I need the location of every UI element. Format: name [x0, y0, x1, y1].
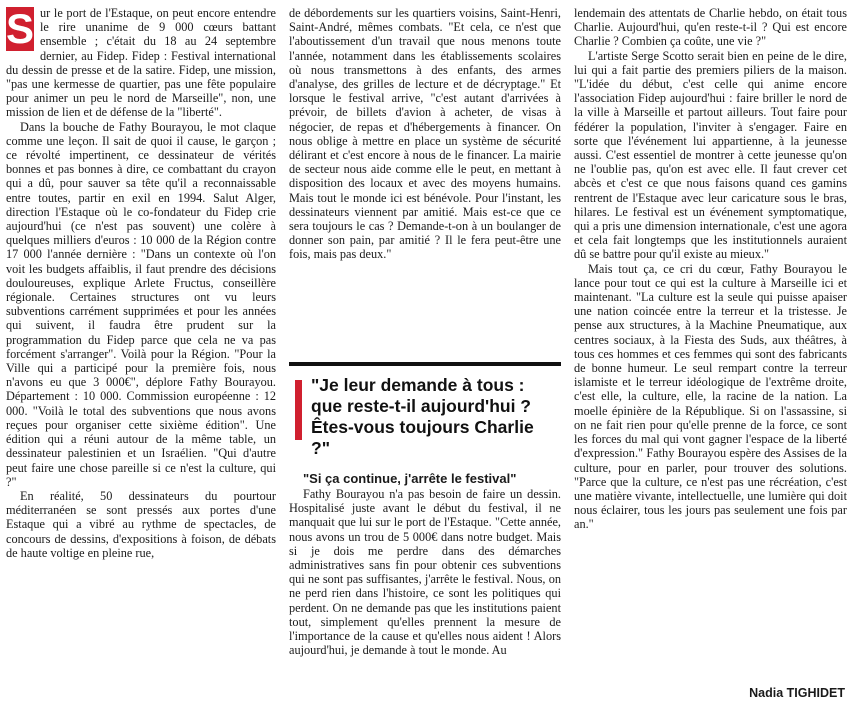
- article-column-2: [289, 6, 561, 262]
- quote-accent-bar: [295, 380, 302, 440]
- body-paragraph: Mais tout ça, ce cri du cœur, Fathy Bourayou le lance pour tout ce qui est la culture à Marseille ici et maintenant. "La culture est la seule qui puisse apaiser une nation coincée entre la terreur et la tristesse. Je pense aux structures, à la Machine Pneumatique, aux centres sociaux, à la Fiesta des Suds, aux théâtres, à tous ces hommes et ces femmes qui sont des fabricants de bonne humeur. Le seul rempart contre la terreur islamiste et le terreur idéologique de l'extrême droite, c'est elle, la culture, elle, la racine de la nation. La moelle épinière de la République. Si on l'assassine, si on ne fait rien pour qu'elle prenne de la force, ce sont les forces du mal qui vont gagner l'espace de la liberté d'expression." Fathy Bourayou espère des Assises de la culture, pour en parler, pour trouver des solutions. "Parce que la culture, ce n'est pas une récréation, c'est une matière vivante, intellectuelle, une lumière qui doit nous éclairer, tous les jours pas seulement une fois par an.": [574, 261, 847, 532]
- article-column-1: [6, 6, 276, 560]
- lead-text: ur le port de l'Estaque, on peut encore entendre le rire unanime de 9 000 cœurs battant ensemble ; c'était du 18 au 24 septembre dernier, au Fidep. Fidep : Festival international du dessin de presse et de la satire. Fidep, une mission, "pas une kermesse de quartier, pas une fête populaire pour animer un peu le nord de Marseille", non, une mission de lien et de défense de la "liberté".: [6, 6, 276, 120]
- article-column-2-continued: [289, 471, 561, 657]
- body-paragraph: En réalité, 50 dessinateurs du pourtour méditerranéen se sont pressés aux portes d'une Estaque qui a vibré au rythme de spectacles, de concours de dessins, d'expositions à foison, de débats de haute voltige en pleine rue,: [6, 488, 276, 560]
- lead-paragraph: [6, 6, 276, 120]
- author-signature: Nadia TIGHIDET: [749, 686, 845, 700]
- body-paragraph: L'artiste Serge Scotto serait bien en peine de le dire, lui qui a fait partie des premiers piliers de la maison. "L'idée du début, c'est celle qui anime encore l'association Fidep aujourd'hui : faire briller le nord de la ville à Marseille et partout ailleurs. Tout faire pour fédérer la population, l'inviter à s'engager. Faire en sorte que l'événement lui appartienne, à la jeunesse aussi. C'est essentiel de montrer à cette jeunesse qu'on ne l'oublie pas, qu'on est avec elle. Il faut crever cet abcès et c'est ce que nous faisons quand ces gamins rentrent de l'Estaque avec leur caricature sous le bras, hilares. Le festival est un événement symptomatique, qui a pris une dimension internationale, c'est une agora et cela fait longtemps que les institutionnels auraient dû se battre pour qu'il existe au mieux.": [574, 48, 847, 262]
- body-paragraph: Fathy Bourayou n'a pas besoin de faire un dessin. Hospitalisé juste avant le début du festival, il ne manquait que lui sur le port de l'Estaque. "Cette année, nous avons un trou de 5 000€ dans notre budget. Mais si je dois me perdre dans des démarches administratives sans fin pour obtenir ces subventions qui ne sont pas suffisantes, j'arrête le festival. Nous, on ne perd rien dans l'histoire, ce sont les politiques qui perdent. On ne demande pas que les institutions paient tout, simplement qu'elles prennent la mesure de l'importance de la cause et qu'elles nous aident ! Alors aujourd'hui, je demande à tout le monde. Au: [289, 487, 561, 658]
- pull-quote: [289, 362, 561, 469]
- drop-cap: S: [6, 5, 35, 52]
- body-paragraph: lendemain des attentats de Charlie hebdo, on était tous Charlie. Aujourd'hui, qu'en reste-t-il ? Qui est encore Charlie ? Combien ça coûte, une vie ?": [574, 6, 847, 49]
- article-column-3: [574, 6, 847, 532]
- body-paragraph: de débordements sur les quartiers voisins, Saint-Henri, Saint-André, mêmes combats. "Et cela, ce n'est que l'aboutissement d'un travail que nous menons toute l'année, notamment dans les établissements scolaires où nous transmettons à des enfants, des armes d'analyse, des grilles de lecture et de décryptage." Et lorsque le festival arrive, "c'est autant d'arrivées à prévoir, de billets d'avion à acheter, de visas à négocier, de repas et d'hébergements à financer. On nous oblige à mettre en place un système de sécurité délirant et c'est encore à nous de le financer. La mairie de secteur nous aide comme elle le peut, en mettant à disposition des locaux et avec des moyens humains. Mais tout le monde ici est bénévole. Pour l'instant, les dessinateurs viennent par amitié. Mais est-ce que ce sera toujours le cas ? Demande-t-on à un boulanger de donner son pain, par amitié ? Il le fera peut-être une fois, mais pas deux.": [289, 6, 561, 262]
- body-paragraph: Dans la bouche de Fathy Bourayou, le mot claque comme une leçon. Il sait de quoi il cause, le garçon ; ce révolté impertinent, ce dessinateur de vérités bonnes et pas bonnes à dire, ce combattant du crayon qui a dû, pour sauver sa tête qu'il a reconnaissable entre toutes, partir en exil en 1994. Salut Alger, direction l'Estaque où le co-fondateur du Fidep crie aujourd'hui (ce n'est pas souvent) une colère à quelques milliers d'euros : 10 000 de la Région contre 17 000 l'année dernière : "Dans un contexte où l'on voit les budgets affaiblis, il faut prendre des décisions douloureuses, explique Arlete Fructus, conseillère régionale. Certaines structures ont vu leurs subventions carrément supprimées et pour les années qui suivent, il faudra être prudent sur la programmation du Fidep parce que cela ne va pas forcément s'arranger". Voilà pour la Région. "Pour la Ville qui a participé pour la première fois, nous n'avons eu que 3 000€", déplore Fathy Bourayou. Département : 10 000. Commission européenne : 12 000. "Voilà le total des subventions que nous avons reçues pour organiser cette sixième édition". Une édition qui a réuni autour de la même table, un dessinateur palestinien et un Israélien. "Qui d'autre peut faire une chose pareille si ce n'est la culture, qui ?": [6, 119, 276, 489]
- section-subhead: "Si ça continue, j'arrête le festival": [303, 471, 517, 486]
- pull-quote-text: "Je leur demande à tous : que reste-t-il aujourd'hui ? Êtes-vous toujours Charlie ?": [311, 375, 534, 458]
